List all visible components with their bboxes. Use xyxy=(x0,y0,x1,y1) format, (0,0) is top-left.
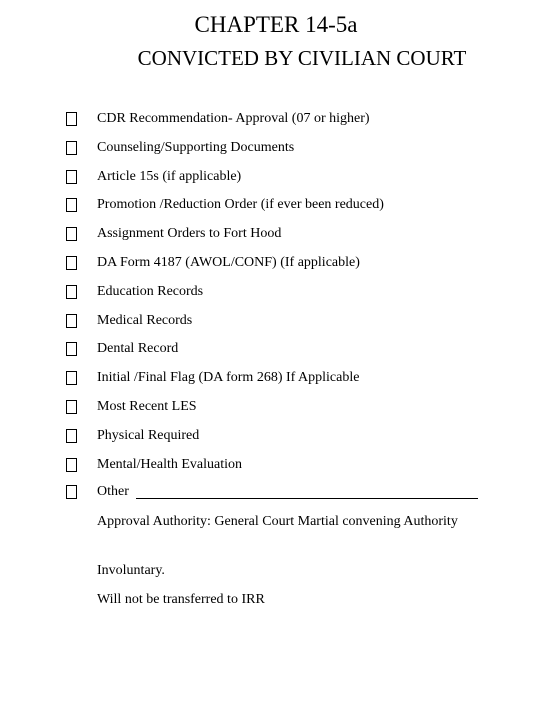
list-item xyxy=(0,139,520,159)
irr-note: Will not be transferred to IRR xyxy=(97,592,265,607)
page-subtitle: CONVICTED BY CIVILIAN COURT xyxy=(137,46,467,70)
list-item xyxy=(0,456,520,476)
involuntary-note: Involuntary. xyxy=(97,563,165,578)
checkbox[interactable] xyxy=(66,227,77,241)
checkbox[interactable] xyxy=(66,112,77,126)
checkbox[interactable] xyxy=(66,314,77,328)
checkbox[interactable] xyxy=(66,141,77,155)
item-label: Counseling/Supporting Documents xyxy=(97,140,295,155)
list-item xyxy=(0,483,520,503)
item-label: Dental Record xyxy=(97,341,179,356)
checkbox[interactable] xyxy=(66,400,77,414)
list-item xyxy=(0,340,520,360)
checkbox[interactable] xyxy=(66,342,77,356)
item-label: Promotion /Reduction Order (if ever been reduced) xyxy=(97,197,384,212)
list-item xyxy=(0,312,520,332)
list-item xyxy=(0,283,520,303)
item-label: Education Records xyxy=(97,284,204,299)
checkbox[interactable] xyxy=(66,429,77,443)
checkbox[interactable] xyxy=(66,285,77,299)
list-item xyxy=(0,254,520,274)
approval-authority-note: Approval Authority: General Court Martial convening Authority xyxy=(97,514,458,529)
list-item xyxy=(0,225,520,245)
item-label-other: Other xyxy=(97,484,129,499)
item-label: Most Recent LES xyxy=(97,399,197,414)
item-label: Assignment Orders to Fort Hood xyxy=(97,226,282,241)
page-title: CHAPTER 14-5a xyxy=(194,12,358,37)
list-item xyxy=(0,427,520,447)
item-label: Medical Records xyxy=(97,313,193,328)
item-label: Mental/Health Evaluation xyxy=(97,457,243,472)
item-label: CDR Recommendation- Approval (07 or higher) xyxy=(97,111,370,126)
item-label: Physical Required xyxy=(97,428,200,443)
item-label: Initial /Final Flag (DA form 268) If Applicable xyxy=(97,370,360,385)
other-blank-line[interactable] xyxy=(136,498,478,499)
list-item xyxy=(0,168,520,188)
item-label: DA Form 4187 (AWOL/CONF) (If applicable) xyxy=(97,255,360,270)
checkbox[interactable] xyxy=(66,485,77,499)
checkbox[interactable] xyxy=(66,458,77,472)
checkbox[interactable] xyxy=(66,371,77,385)
checkbox[interactable] xyxy=(66,198,77,212)
item-label: Article 15s (if applicable) xyxy=(97,169,242,184)
list-item xyxy=(0,369,520,389)
list-item xyxy=(0,110,520,130)
list-item xyxy=(0,398,520,418)
checkbox[interactable] xyxy=(66,170,77,184)
checkbox[interactable] xyxy=(66,256,77,270)
list-item xyxy=(0,196,520,216)
